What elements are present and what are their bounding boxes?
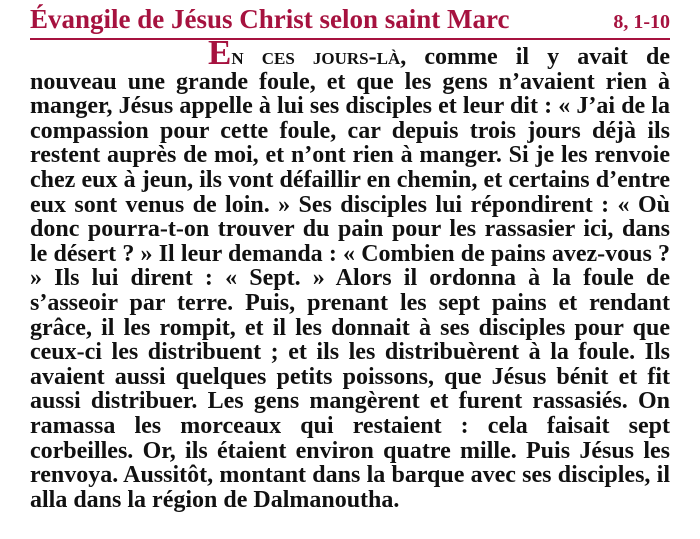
reading-title: Évangile de Jésus Christ selon saint Marc	[30, 4, 510, 34]
scripture-reference: 8, 1-10	[613, 11, 670, 33]
reading-text	[30, 33, 670, 513]
opening-words: n ces jours-là	[231, 44, 401, 70]
drop-cap-initial: E	[208, 33, 232, 72]
reading-header	[30, 2, 670, 40]
reading-body: , comme il y avait de nouveau une grande foule, et que les gens n’avaient rien à manger, Jésus appelle à lui ses disciples et leur dit : « J’ai de la compassion pour cette foule, car depuis trois jours déjà ils restent auprès de moi, et n’ont rien à manger. Si je les renvoie chez eux à jeun, ils vont défaillir en chemin, et certains d’entre eux sont venus de loin. » Ses disciples lui répondirent : « Où donc pourra-t-on trouver du pain pour les rassasier ici, dans le désert ? » Il leur demanda : « Combien de pains avez-vous ? » Ils lui dirent : « Sept. » Alors il ordonna à la foule de s’asseoir par terre. Puis, prenant les sept pains et rendant grâce, il les rompit, et il les donnait à ses disciples pour que ceux-ci les distribuent ; et ils les distribuèrent à la foule. Ils avaient aussi quelques petits poissons, que Jésus bénit et fit aussi distribuer. Les gens mangèrent et furent rassasiés. On ramassa les morceaux qui restaient : cela faisait sept corbeilles. Or, ils étaient environ quatre mille. Puis Jésus les renvoya. Aussitôt, montant dans la barque avec ses disciples, il alla dans la région de Dalmanoutha.	[30, 44, 670, 513]
